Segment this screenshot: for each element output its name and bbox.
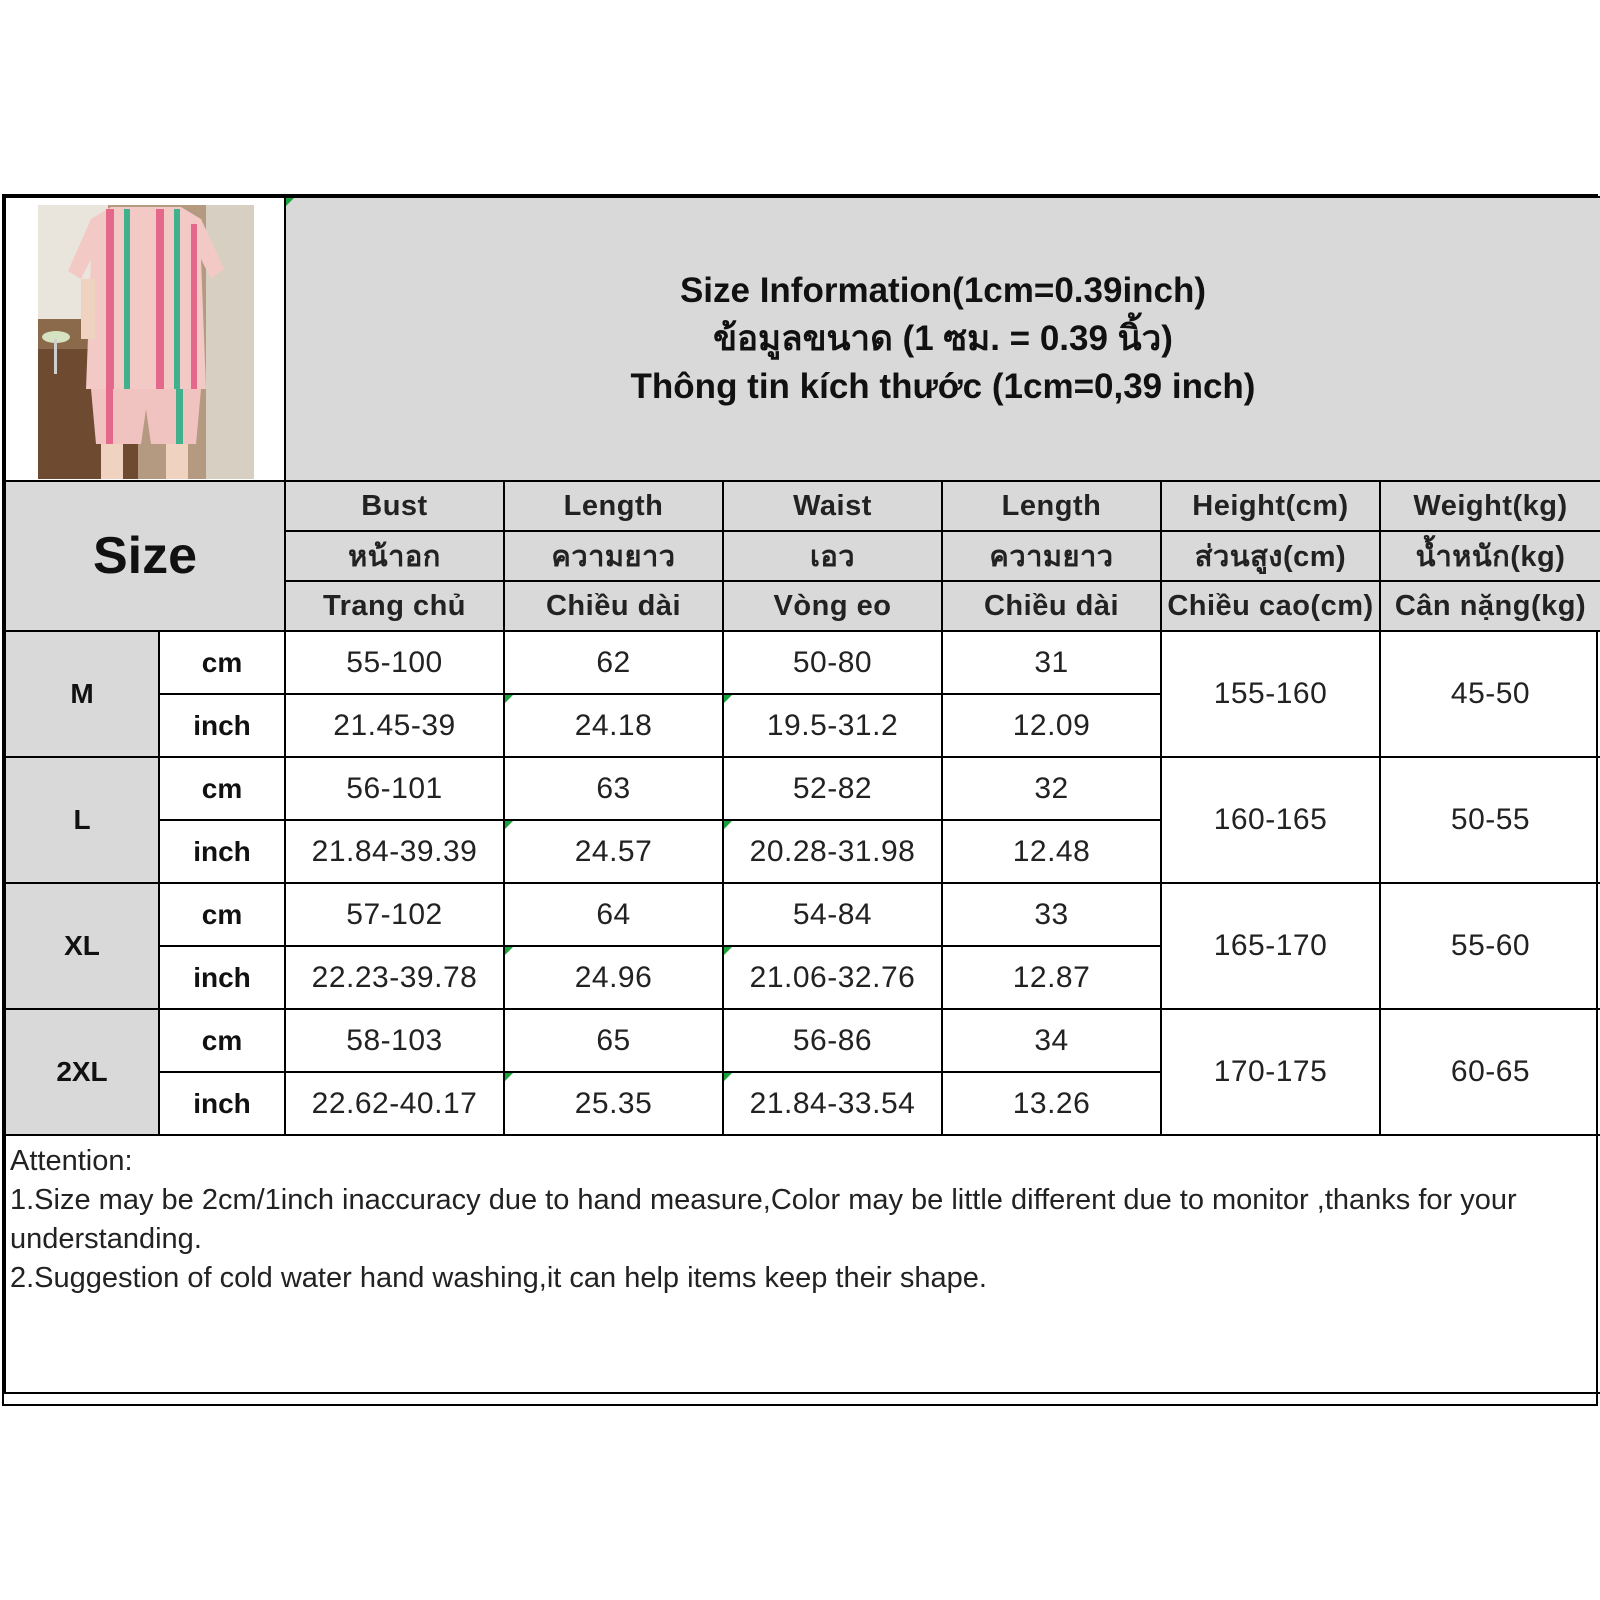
column-header-th: ความยาว (504, 531, 723, 581)
height-value: 165-170 (1161, 883, 1380, 1009)
size-header: Size (5, 481, 285, 631)
marker-icon (724, 821, 732, 829)
marker-icon (505, 821, 513, 829)
table-row (5, 883, 1600, 946)
title-cell (285, 197, 1600, 481)
unit-inch: inch (159, 1072, 285, 1135)
height-value: 160-165 (1161, 757, 1380, 883)
cm-value: 50-80 (723, 631, 942, 694)
marker-icon (724, 1073, 732, 1081)
cm-value: 55-100 (285, 631, 504, 694)
cm-value: 34 (942, 1009, 1161, 1072)
inch-value-text: 24.18 (574, 708, 653, 742)
column-header-en: Waist (723, 481, 942, 531)
unit-cm: cm (159, 631, 285, 694)
column-header-th: ความยาว (942, 531, 1161, 581)
product-photo-cell (5, 197, 285, 481)
column-header-vi: Vòng eo (723, 581, 942, 631)
cm-value: 56-86 (723, 1009, 942, 1072)
column-header-vi: Chiều cao(cm) (1161, 581, 1380, 631)
unit-cm: cm (159, 883, 285, 946)
unit-inch: inch (159, 946, 285, 1009)
inch-value (504, 1072, 723, 1135)
column-header-en: Bust (285, 481, 504, 531)
unit-cm: cm (159, 757, 285, 820)
inch-value: 12.87 (942, 946, 1161, 1009)
note-line1: 1.Size may be 2cm/1inch inaccuracy due to hand measure,Color may be little different due to monitor ,thanks for your understanding. (10, 1184, 1517, 1255)
inch-value: 12.48 (942, 820, 1161, 883)
cm-value: 32 (942, 757, 1161, 820)
column-header-vi: Chiều dài (942, 581, 1161, 631)
inch-value: 21.45-39 (285, 694, 504, 757)
cm-value: 31 (942, 631, 1161, 694)
size-chart (2, 194, 1598, 1406)
marker-icon (505, 695, 513, 703)
inch-value-text: 21.06-32.76 (749, 960, 916, 994)
height-value: 170-175 (1161, 1009, 1380, 1135)
cm-value: 62 (504, 631, 723, 694)
table-row (5, 1009, 1600, 1072)
inch-value: 22.23-39.78 (285, 946, 504, 1009)
weight-value: 60-65 (1380, 1009, 1600, 1135)
size-name: M (5, 631, 159, 757)
unit-inch: inch (159, 694, 285, 757)
column-header-en: Height(cm) (1161, 481, 1380, 531)
marker-icon (724, 695, 732, 703)
column-header-vi: Chiều dài (504, 581, 723, 631)
inch-value-text: 20.28-31.98 (749, 834, 916, 868)
table-row (5, 631, 1600, 694)
column-header-en: Length (504, 481, 723, 531)
cm-value: 64 (504, 883, 723, 946)
inch-value: 12.09 (942, 694, 1161, 757)
title-thai: ข้อมูลขนาด (1 ซม. = 0.39 นิ้ว) (713, 319, 1173, 358)
column-header-vi: Cân nặng(kg) (1380, 581, 1600, 631)
weight-value: 45-50 (1380, 631, 1600, 757)
cm-value: 56-101 (285, 757, 504, 820)
inch-value-text: 24.96 (574, 960, 653, 994)
cm-value: 52-82 (723, 757, 942, 820)
inch-value (723, 1072, 942, 1135)
inch-value: 13.26 (942, 1072, 1161, 1135)
size-name: XL (5, 883, 159, 1009)
unit-cm: cm (159, 1009, 285, 1072)
inch-value: 21.84-39.39 (285, 820, 504, 883)
size-name: 2XL (5, 1009, 159, 1135)
attention-notes (5, 1135, 1600, 1393)
cm-value: 65 (504, 1009, 723, 1072)
inch-value-text: 19.5-31.2 (766, 708, 899, 742)
inch-value: 22.62-40.17 (285, 1072, 504, 1135)
cm-value: 54-84 (723, 883, 942, 946)
inch-value (504, 946, 723, 1009)
marker-icon (724, 947, 732, 955)
inch-value-text: 25.35 (574, 1086, 653, 1120)
model-photo-icon (6, 199, 284, 479)
cm-value: 33 (942, 883, 1161, 946)
cm-value: 58-103 (285, 1009, 504, 1072)
marker-icon (286, 198, 294, 206)
column-header-th: เอว (723, 531, 942, 581)
column-header-en: Weight(kg) (1380, 481, 1600, 531)
size-name: L (5, 757, 159, 883)
height-value: 155-160 (1161, 631, 1380, 757)
size-table (4, 196, 1600, 1394)
title-vietnamese: Thông tin kích thước (1cm=0,39 inch) (630, 367, 1256, 406)
column-header-vi: Trang chủ (285, 581, 504, 631)
marker-icon (505, 947, 513, 955)
unit-inch: inch (159, 820, 285, 883)
column-header-th: ส่วนสูง(cm) (1161, 531, 1380, 581)
column-header-th: น้ำหนัก(kg) (1380, 531, 1600, 581)
column-header-th: หน้าอก (285, 531, 504, 581)
inch-value (723, 820, 942, 883)
inch-value (723, 694, 942, 757)
note-line2: 2.Suggestion of cold water hand washing,it can help items keep their shape. (10, 1262, 987, 1294)
inch-value (504, 820, 723, 883)
inch-value-text: 24.57 (574, 834, 653, 868)
inch-value-text: 21.84-33.54 (749, 1086, 916, 1120)
table-row (5, 757, 1600, 820)
inch-value (504, 694, 723, 757)
weight-value: 55-60 (1380, 883, 1600, 1009)
note-heading: Attention: (10, 1145, 133, 1177)
cm-value: 63 (504, 757, 723, 820)
cm-value: 57-102 (285, 883, 504, 946)
title-english: Size Information(1cm=0.39inch) (679, 271, 1207, 310)
marker-icon (505, 1073, 513, 1081)
weight-value: 50-55 (1380, 757, 1600, 883)
column-header-en: Length (942, 481, 1161, 531)
inch-value (723, 946, 942, 1009)
